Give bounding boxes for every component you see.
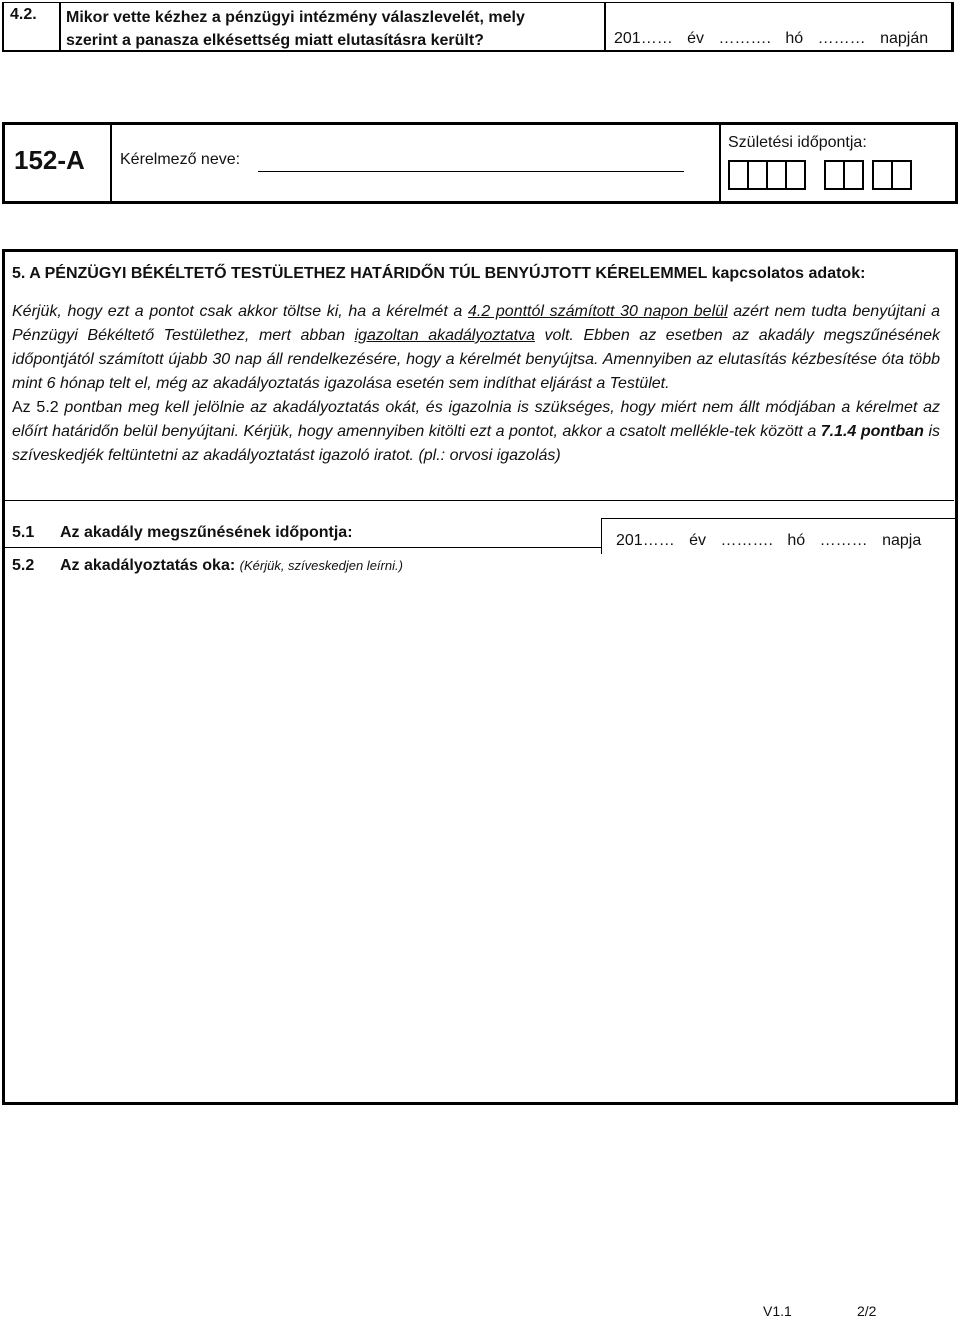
birth-day-boxes[interactable] [872,160,910,192]
applicant-name-label: Kérelmező neve: [120,151,241,168]
instruction-ref: Az 5.2 [12,399,59,416]
birth-month-boxes[interactable] [824,160,862,192]
page-number: 2/2 [857,1303,877,1319]
item-5-2-number: 5.2 [12,557,35,574]
digit-box[interactable] [872,160,893,190]
instruction-text: azért nem tudta benyújtani a Pénzügyi Békéltető Testülethez, mert abban [12,303,940,344]
instruction-text: pontban meg kell jelölnie az akadályoztatás okát, és igazolnia is szükséges, hogy miért nem állt módjában a kérelmet az előírt határidőn belül benyújtani. Kérjük, hogy amennyiben kitölti ezt a pontot, akkor a csatolt mellékle-tek között a [12,399,940,440]
digit-box[interactable] [843,160,864,190]
applicant-name-field[interactable] [258,171,684,172]
instruction-text: Kérjük, hogy ezt a pontot csak akkor töltse ki, ha a kérelmét a [12,303,468,320]
digit-box[interactable] [891,160,912,190]
section-5-instructions [12,300,940,468]
question-text [66,6,586,52]
divider [4,500,954,501]
item-5-1-label: Az akadály megszűnésének időpontja: [60,524,353,541]
instruction-underlined: igazoltan akadályoztatva [354,327,535,344]
item-5-2-label [60,557,403,575]
obstacle-end-date-field[interactable]: 201…… év ………. hó ……… napja [616,532,922,549]
instruction-text: volt. Ebben az esetben az akadály megszűnésének időpontjától számított újabb 30 nap áll rendelkezésére, hogy a kérelmét benyújtsa. Amennyiben az elutasítás kézbesítése óta több mint 6 hónap telt el, még az akadályoztatás igazolása esetén sem indíthat eljárást a Testület. [12,327,940,392]
section-5-title: 5. A PÉNZÜGYI BÉKÉLTETŐ TESTÜLETHEZ HATÁRIDŐN TÚL BENYÚJTOTT KÉRELEMMEL kapcsolatos adatok: [12,265,866,282]
form-id: 152-A [14,145,85,175]
digit-box[interactable] [766,160,787,190]
digit-box[interactable] [747,160,768,190]
birth-year-boxes[interactable] [728,160,804,192]
divider [4,547,601,548]
birth-date-label: Születési időpontja: [728,134,867,151]
item-5-2-hint: (Kérjük, szíveskedjen leírni.) [239,558,403,573]
receipt-date-field[interactable]: 201…… év ………. hó ……… napján [614,30,929,47]
item-5-2-label-text: Az akadályoztatás oka: [60,557,236,574]
digit-box[interactable] [824,160,845,190]
item-5-1-number: 5.1 [12,524,35,541]
obstacle-reason-textarea[interactable] [12,585,948,1095]
digit-box[interactable] [728,160,749,190]
digit-box[interactable] [785,160,806,190]
version-label: V1.1 [763,1303,792,1319]
instruction-text: is szíveskedjék feltüntetni az akadályoztatást igazoló iratot. (pl.: orvosi igazolás) [12,423,941,464]
question-line-2: szerint a panasza elkésettség miatt elutasításra került? [66,32,484,49]
question-number: 4.2. [10,6,37,23]
instruction-underlined: 4.2 ponttól számított 30 napon belül [468,303,728,320]
question-line-1: Mikor vette kézhez a pénzügyi intézmény válaszlevelét, mely [66,9,525,26]
instruction-bold: 7.1.4 pontban [820,423,924,440]
